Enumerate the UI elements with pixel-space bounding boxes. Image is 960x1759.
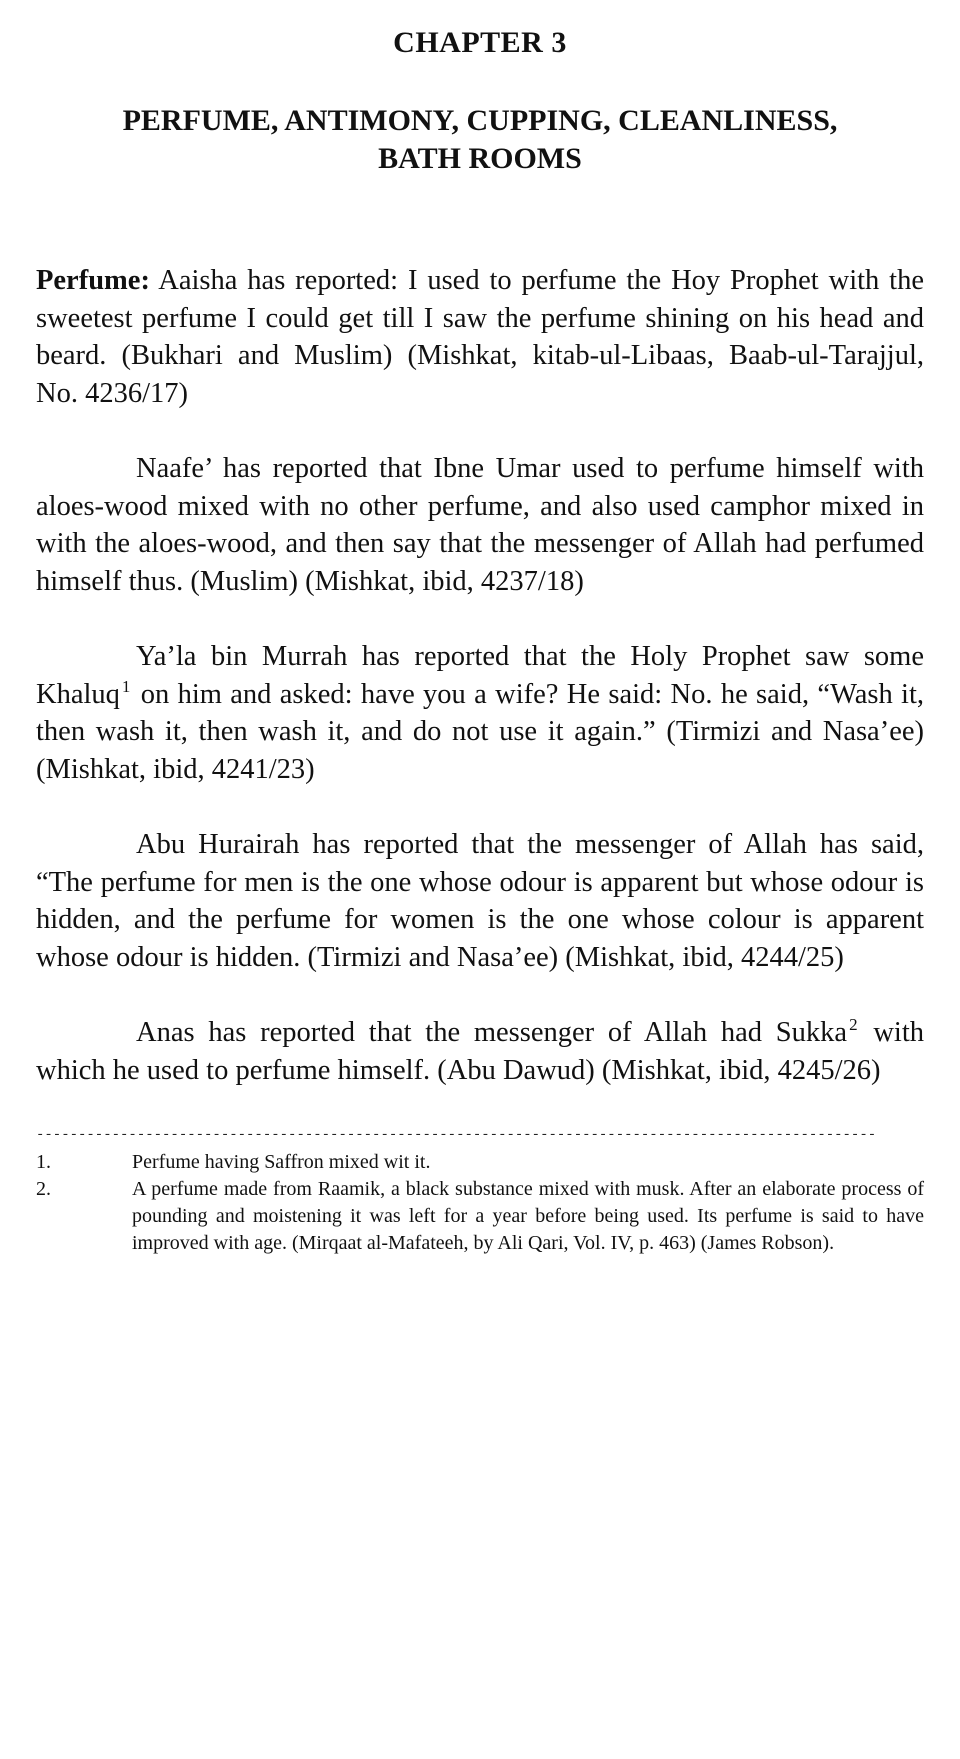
- footnote-separator: ----------------------------------------------------------------------------------------------------: [36, 1127, 877, 1143]
- footnote-2: [36, 1176, 924, 1257]
- chapter-title-line-1: PERFUME, ANTIMONY, CUPPING, CLEANLINESS,: [122, 104, 838, 137]
- footnote-1: [36, 1149, 924, 1176]
- footnote-text: Perfume having Saffron mixed wit it.: [132, 1151, 431, 1173]
- chapter-title: [36, 102, 924, 178]
- paragraph-anas: [36, 1014, 924, 1089]
- paragraph-yala: [36, 638, 924, 788]
- paragraph-text: Anas has reported that the messenger of Allah had Sukka: [136, 1017, 848, 1048]
- paragraph-abu-hurairah: Abu Hurairah has reported that the messenger of Allah has said, “The perfume for men is the one whose odour is apparent but whose odour is hidden, and the perfume for women is the one whose colour is apparent whose odour is hidden. (Tirmizi and Nasa’ee) (Mishkat, ibid, 4244/25): [36, 829, 924, 973]
- paragraph-naafe: Naafe’ has reported that Ibne Umar used to perfume himself with aloes-wood mixed with no other perfume, and also used camphor mixed in with the aloes-wood, and then say that the messenger of Allah had perfumed himself thus. (Muslim) (Mishkat, ibid, 4237/18): [36, 453, 924, 597]
- footnote-text: A perfume made from Raamik, a black substance mixed with musk. After an elaborate process of pounding and moistening it was left for a year before being used. Its perfume is said to have improved with age. (Mirqaat al-Mafateeh, by Ali Qari, Vol. IV, p. 463) (James Robson).: [132, 1178, 924, 1254]
- paragraph-text: on him and asked: have you a wife? He said: No. he said, “Wash it, then wash it, then wash it, and do not use it again.” (Tirmizi and Nasa’ee) (Mishkat, ibid, 4241/23): [36, 678, 924, 785]
- footnote-ref-1[interactable]: 1: [121, 676, 131, 696]
- paragraph-text: Aaisha has reported: I used to perfume the Hoy Prophet with the sweetest perfume I could get till I saw the perfume shining on his head and beard. (Bukhari and Muslim) (Mishkat, kitab-ul-Libaas, Baab-ul-Tarajjul, No. 4236/17): [36, 265, 924, 409]
- paragraph-heading: Perfume:: [36, 265, 150, 296]
- paragraph-text: with which he used to perfume himself. (Abu Dawud) (Mishkat, ibid, 4245/26): [36, 1017, 924, 1086]
- footnotes: [36, 1149, 924, 1257]
- chapter-label: CHAPTER 3: [393, 26, 567, 59]
- paragraph-text: Ya’la bin Murrah has reported that the Holy Prophet saw some Khaluq: [36, 641, 924, 710]
- footnote-number: 1.: [36, 1151, 51, 1173]
- footnote-ref-2[interactable]: 2: [849, 1015, 858, 1034]
- chapter-title-line-2: BATH ROOMS: [378, 142, 582, 175]
- footnote-number: 2.: [36, 1178, 51, 1200]
- paragraph-perfume-intro: [36, 262, 924, 412]
